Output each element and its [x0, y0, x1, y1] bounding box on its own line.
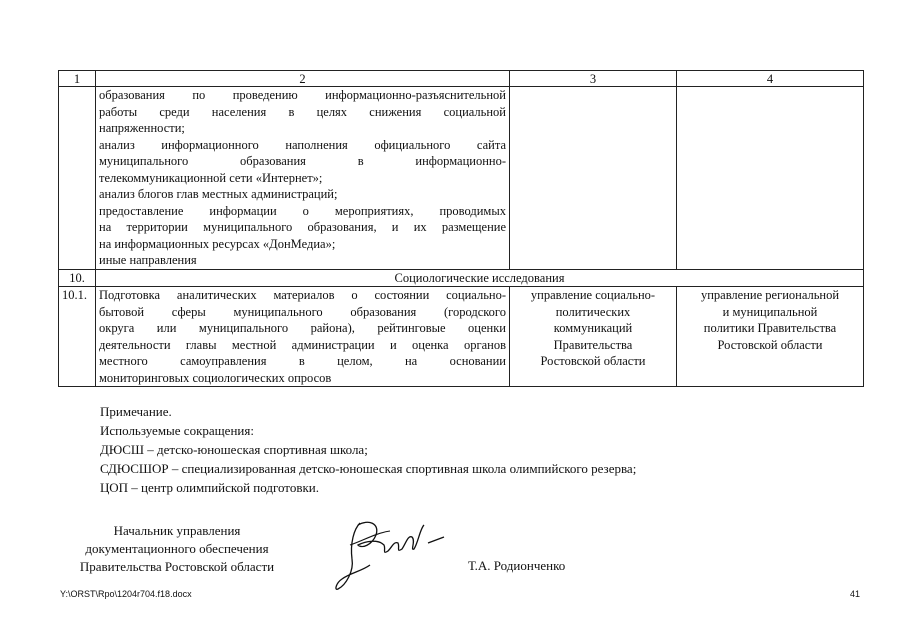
- section-title: Социологические исследования: [96, 269, 864, 287]
- description-line: деятельности главы местной администрации и оценка органов: [99, 337, 506, 352]
- responsible-line: управление социально-: [530, 288, 656, 302]
- header-col-2: 2: [96, 71, 510, 87]
- description-line: округа или муниципального района), рейтинговые оценки: [99, 321, 506, 335]
- row-description: [96, 87, 510, 270]
- header-col-4: 4: [677, 71, 864, 87]
- description-line: анализ информационного наполнения официального сайта: [99, 137, 506, 152]
- signatory-name: Т.А. Родионченко: [468, 558, 566, 573]
- coexecutor-line: Ростовской области: [717, 337, 823, 352]
- position-line: документационного обеспечения: [85, 541, 269, 556]
- coexecutor-line: управление региональной: [700, 288, 840, 302]
- description-line: бытовой сферы муниципального образования (городского: [99, 304, 506, 319]
- row-responsible: [510, 287, 677, 387]
- table-header-row: [59, 71, 864, 87]
- description-line: напряженности;: [99, 121, 185, 135]
- document-table: [58, 70, 864, 387]
- coexecutor-line: политики Правительства: [703, 321, 837, 335]
- notes-section: [100, 402, 636, 497]
- description-line: образования по проведению информационно-разъяснительной: [99, 88, 506, 102]
- responsible-line: коммуникаций: [553, 321, 633, 335]
- signatory-position: [62, 522, 292, 576]
- description-line: Подготовка аналитических материалов о состоянии социально-: [99, 288, 506, 302]
- description-line: иные направления: [99, 253, 197, 267]
- row-responsible: [510, 87, 677, 270]
- responsible-line: Правительства: [553, 337, 633, 352]
- responsible-line: политических: [555, 304, 631, 319]
- table-row-10-1: [59, 287, 864, 387]
- handwritten-signature-icon: [332, 515, 452, 595]
- notes-intro: Используемые сокращения:: [100, 423, 254, 438]
- row-coexecutor: [677, 87, 864, 270]
- section-number: 10.: [59, 269, 96, 287]
- description-line: телекоммуникационной сети «Интернет»;: [99, 170, 323, 185]
- abbreviation-item: ЦОП – центр олимпийской подготовки.: [100, 480, 319, 495]
- header-col-3: 3: [510, 71, 677, 87]
- notes-title: Примечание.: [100, 404, 172, 419]
- section-row: [59, 269, 864, 287]
- file-path: Y:\ORST\Rpo\1204r704.f18.docx: [60, 589, 192, 599]
- description-line: на территории муниципального образования, и их размещение: [99, 220, 506, 234]
- responsible-line: Ростовской области: [540, 354, 646, 368]
- description-line: предоставление информации о мероприятиях, проводимых: [99, 203, 506, 218]
- row-coexecutor: [677, 287, 864, 387]
- abbreviation-item: ДЮСШ – детско-юношеская спортивная школа;: [100, 442, 368, 457]
- row-number: 10.1.: [59, 287, 96, 387]
- description-line: анализ блогов глав местных администраций;: [99, 187, 338, 201]
- description-line: на информационных ресурсах «ДонМедиа»;: [99, 236, 336, 251]
- page-number: 41: [850, 589, 861, 599]
- description-line: мониторинговых социологических опросов: [99, 370, 332, 385]
- header-col-1: 1: [59, 71, 96, 87]
- description-line: муниципального образования в информационно-: [99, 154, 506, 168]
- description-line: местного самоуправления в целом, на основании: [99, 354, 506, 368]
- position-line: Правительства Ростовской области: [79, 559, 275, 574]
- abbreviation-item: СДЮСШОР – специализированная детско-юношеская спортивная школа олимпийского резерва;: [100, 461, 637, 476]
- position-line: Начальник управления: [113, 523, 241, 538]
- row-description: [96, 287, 510, 387]
- row-number: [59, 87, 96, 270]
- coexecutor-line: и муниципальной: [722, 304, 818, 319]
- description-line: работы среди населения в целях снижения социальной: [99, 104, 506, 119]
- table-row-continued: [59, 87, 864, 270]
